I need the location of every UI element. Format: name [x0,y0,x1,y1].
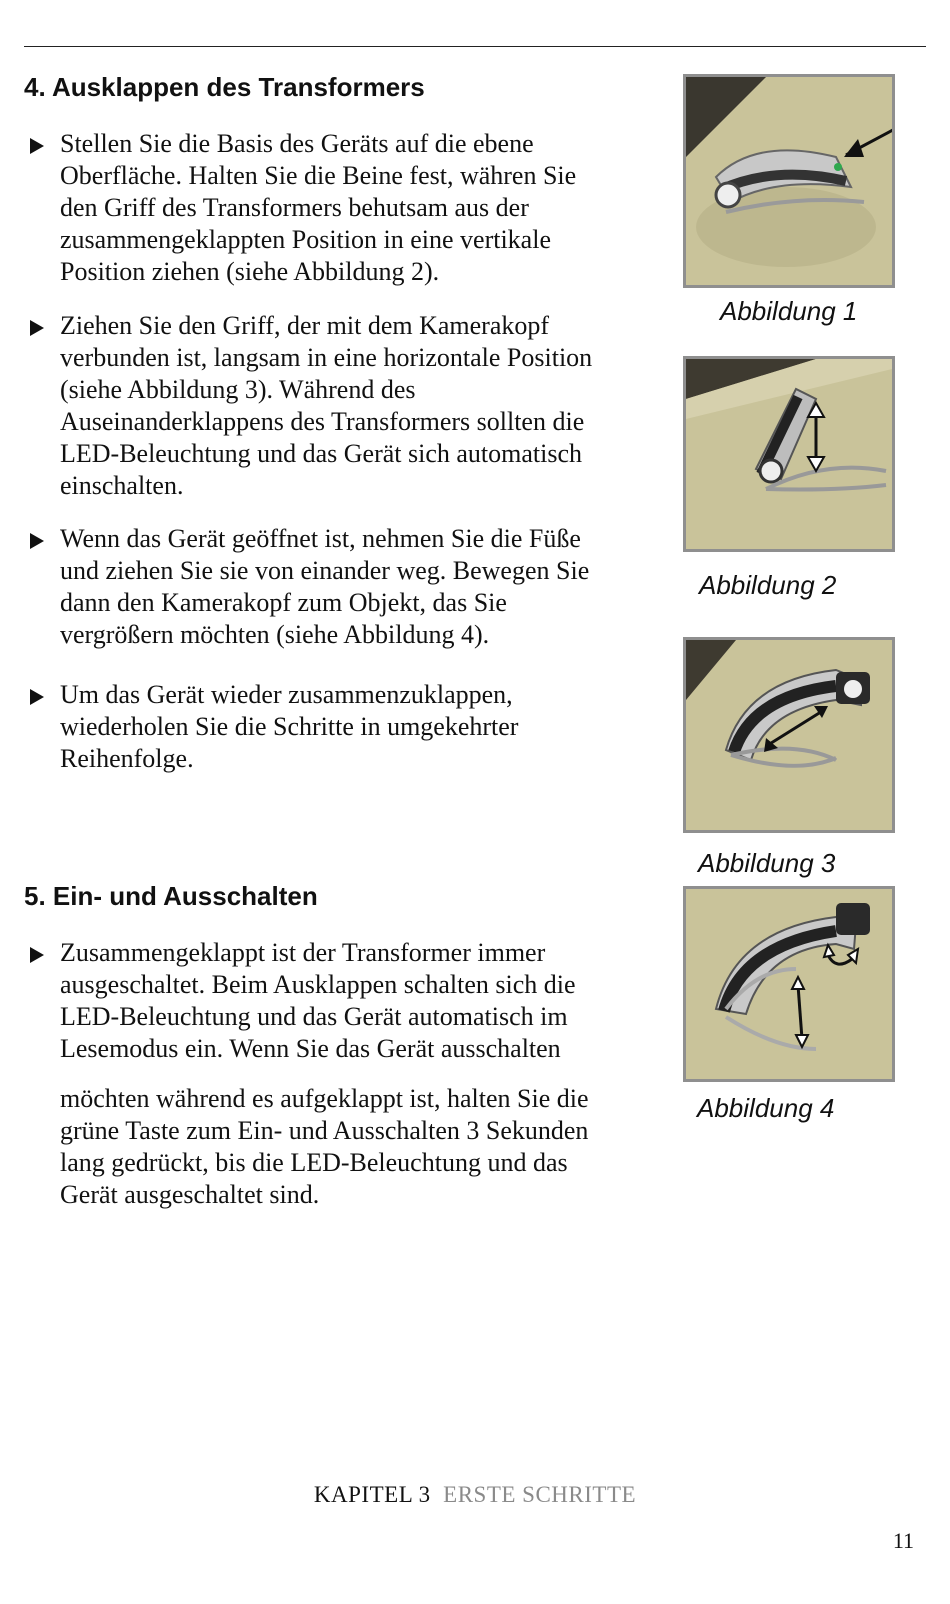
list-item [24,128,644,288]
figure-4-caption: Abbildung 4 [697,1093,835,1123]
figure-4-photo [683,886,895,1082]
figure-3-photo [683,637,895,833]
list-item [24,523,644,651]
list-item [24,937,644,1211]
footer-chapter: KAPITEL 3 [313,1482,431,1507]
list-item-text: Wenn das Gerät geöffnet ist, nehmen Sie die Füße und ziehen Sie sie von einander weg. Bewegen Sie dann den Kamerakopf zum Objekt, das Sie vergrößern möchten (siehe Abbildung 4). [60,524,590,649]
section-5-heading: 5. Ein- und Ausschalten [24,881,318,911]
list-item [24,310,644,502]
list-item-text: Stellen Sie die Basis des Geräts auf die ebene Oberfläche. Halten Sie die Beine fest, währen Sie den Griff des Transformers behutsam aus der zusammengeklappten Position in eine vertikale Position ziehen (siehe Abbildung 2). [60,129,577,286]
list-item [24,679,644,775]
bullet-triangle-icon [30,320,44,336]
figure-2-caption: Abbildung 2 [699,570,837,600]
list-item-text: Zusammengeklappt ist der Transformer immer ausgeschaltet. Beim Ausklappen schalten sich die LED-Beleuchtung und das Gerät automatisch im Lesemodus ein. Wenn Sie das Gerät ausschalten [60,938,576,1063]
list-item-text: Um das Gerät wieder zusammenzuklappen, wiederholen Sie die Schritte in umgekehrter Reihenfolge. [60,680,519,773]
section-4-heading: 4. Ausklappen des Transformers [24,72,425,102]
page-number: 11 [892,1528,914,1553]
figure-2-photo [683,356,895,552]
list-item-text-continued: möchten während es aufgeklappt ist, halten Sie die grüne Taste zum Ein- und Ausschalten 3 Sekunden lang gedrückt, bis die LED-Beleuchtung und das Gerät ausgeschaltet sind. [60,1084,589,1209]
top-rule [24,46,926,47]
bullet-triangle-icon [30,947,44,963]
bullet-triangle-icon [30,138,44,154]
figure-3-caption: Abbildung 3 [698,848,836,878]
footer-section: ERSTE SCHRITTE [443,1482,637,1507]
figure-1-photo [683,74,895,288]
list-item-text: Ziehen Sie den Griff, der mit dem Kamerakopf verbunden ist, langsam in eine horizontale Position (siehe Abbildung 3). Während des Auseinanderklappens des Transformers sollten die LED-Beleuchtung und das Gerät sich automatisch einschalten. [60,311,593,500]
figure-1-caption: Abbildung 1 [720,296,858,326]
page-footer [0,1482,950,1508]
bullet-triangle-icon [30,533,44,549]
bullet-triangle-icon [30,689,44,705]
